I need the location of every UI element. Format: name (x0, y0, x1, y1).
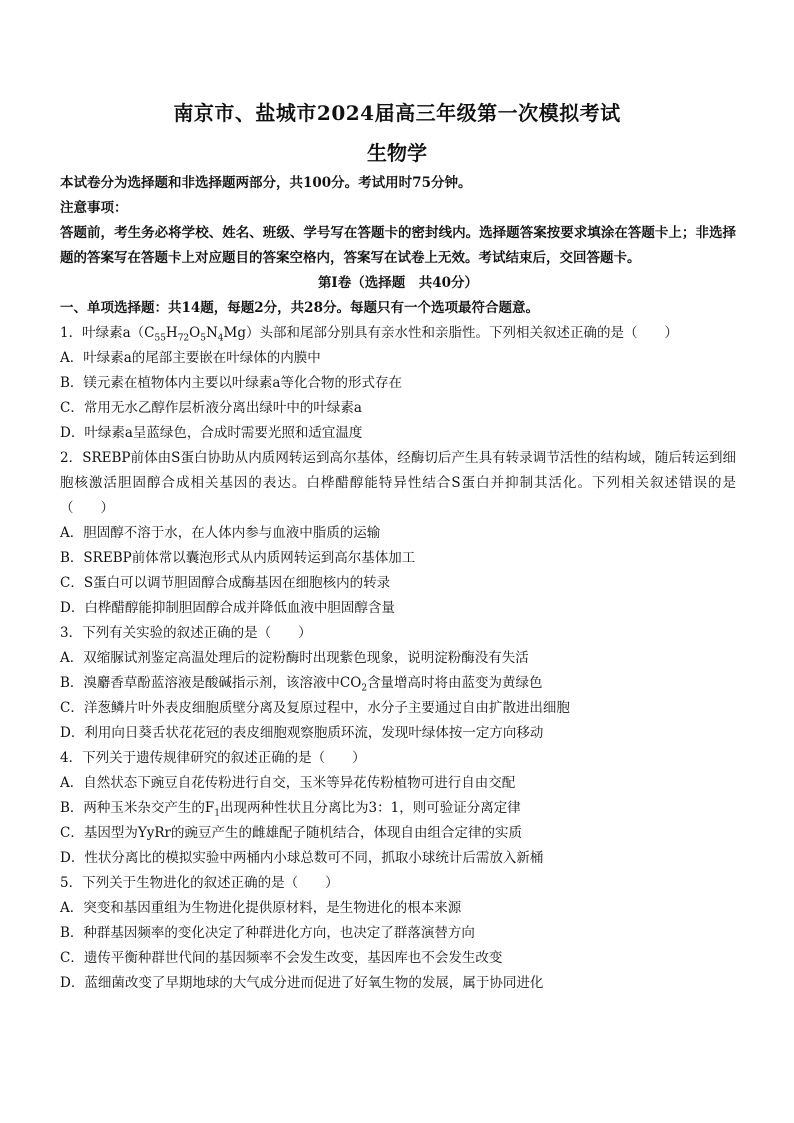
q3-b-sub: 2 (361, 683, 368, 694)
q1-sub-4: 4 (217, 333, 224, 344)
question-2-stem: 2．SREBP前体由S蛋白协助从内质网转运到高尔基体，经酶切后产生具有转录调节活性的结构域，随后转运到细胞核激活胆固醇合成相关基因的表达。白桦醋醇能特异性结合S蛋白并抑制其活化。下列相关叙述错误的是（ ） (60, 450, 736, 516)
subject-title: 生物学 (367, 141, 427, 165)
q1-stem-a: 1．叶绿素a（C (60, 325, 155, 341)
part-title: 第Ⅰ卷（选择题 共40分） (317, 275, 479, 291)
q3-option-a: A．双缩脲试剂鉴定高温处理后的淀粉酶时出现紫色现象，说明淀粉酶没有失活 (60, 650, 529, 666)
q3-option-c: C．洋葱鳞片叶外表皮细胞质壁分离及复原过程中，水分子主要通过自由扩散进出细胞 (60, 700, 570, 716)
q2-option-d: D．白桦醋醇能抑制胆固醇合成并降低血液中胆固醇含量 (60, 600, 395, 616)
question-5-stem: 5．下列关于生物进化的叙述正确的是（ ） (60, 875, 339, 891)
q4-b-post: 出现两种性状且分离比为3：1，则可验证分离定律 (220, 800, 521, 816)
q1-option-c: C．常用无水乙醇作层析液分离出绿叶中的叶绿素a (60, 400, 362, 416)
q1-option-a: A．叶绿素a的尾部主要嵌在叶绿体的内膜中 (60, 350, 321, 366)
q4-option-d: D．性状分离比的模拟实验中两桶内小球总数可不同，抓取小球统计后需放入新桶 (60, 850, 544, 866)
q1-option-d: D．叶绿素a呈蓝绿色，合成时需要光照和适宜温度 (60, 425, 363, 441)
q1-sub-72: 72 (177, 333, 190, 344)
q2-option-a: A．胆固醇不溶于水，在人体内参与血液中脂质的运输 (60, 525, 381, 541)
section-heading: 一、单项选择题：共14题，每题2分，共28分。每题只有一个选项最符合题意。 (60, 300, 539, 316)
q4-option-a: A．自然状态下豌豆自花传粉进行自交，玉米等异花传粉植物可进行自由交配 (60, 775, 516, 791)
q3-option-b (60, 671, 736, 696)
q1-stem-b: Mg）头部和尾部分别具有亲水性和亲脂性。下列相关叙述正确的是（ ） (223, 325, 678, 341)
q4-b-sub: 1 (214, 808, 221, 819)
question-3-stem: 3．下列有关实验的叙述正确的是（ ） (60, 625, 312, 641)
q5-option-d: D．蓝细菌改变了早期地球的大气成分进而促进了好氧生物的发展，属于协同进化 (60, 975, 544, 991)
q4-option-c: C．基因型为YyRr的豌豆产生的雌雄配子随机结合，体现自由组合定律的实质 (60, 825, 522, 841)
q4-b-pre: B．两种玉米杂交产生的F (60, 800, 215, 816)
notice-body: 答题前，考生务必将学校、姓名、班级、学号写在答题卡的密封线内。选择题答案按要求填涂在答题卡上；非选择题的答案写在答题卡上对应题目的答案空格内，答案写在试卷上无效。考试结束后，交回答题卡。 (60, 225, 736, 266)
exam-content (60, 171, 736, 996)
exam-summary: 本试卷分为选择题和非选择题两部分，共100分。考试用时75分钟。 (60, 175, 472, 191)
q2-option-c: C．S蛋白可以调节胆固醇合成酶基因在细胞核内的转录 (60, 575, 391, 591)
q5-option-a: A．突变和基因重组为生物进化提供原材料，是生物进化的根本来源 (60, 900, 462, 916)
q3-option-d: D．利用向日葵舌状花花冠的表皮细胞观察胞质环流，发现叶绿体按一定方向移动 (60, 725, 544, 741)
q1-sub-5: 5 (200, 333, 206, 344)
q5-option-b: B．种群基因频率的变化决定了种群进化方向，也决定了群落演替方向 (60, 925, 475, 941)
q1-option-b: B．镁元素在植物体内主要以叶绿素a等化合物的形式存在 (60, 375, 402, 391)
q1-mid-h: H (165, 325, 178, 341)
q3-b-post: 含量增高时将由蓝变为黄绿色 (367, 675, 543, 691)
notice-heading: 注意事项： (60, 200, 128, 216)
q3-b-pre: B．溴麝香草酚蓝溶液是酸碱指示剂，该溶液中CO (60, 675, 362, 691)
exam-title: 南京市、盐城市2024届高三年级第一次模拟考试 (173, 101, 621, 125)
q5-option-c: C．遗传平衡种群世代间的基因频率不会发生改变，基因库也不会发生改变 (60, 950, 503, 966)
q2-option-b: B．SREBP前体常以囊泡形式从内质网转运到高尔基体加工 (60, 550, 416, 566)
question-1-stem (60, 321, 736, 346)
question-4-stem: 4．下列关于遗传规律研究的叙述正确的是（ ） (60, 750, 366, 766)
q1-mid-o: O (189, 325, 201, 341)
q1-sub-55: 55 (154, 333, 166, 344)
q1-mid-n: N (205, 325, 218, 341)
q4-option-b (60, 796, 736, 821)
